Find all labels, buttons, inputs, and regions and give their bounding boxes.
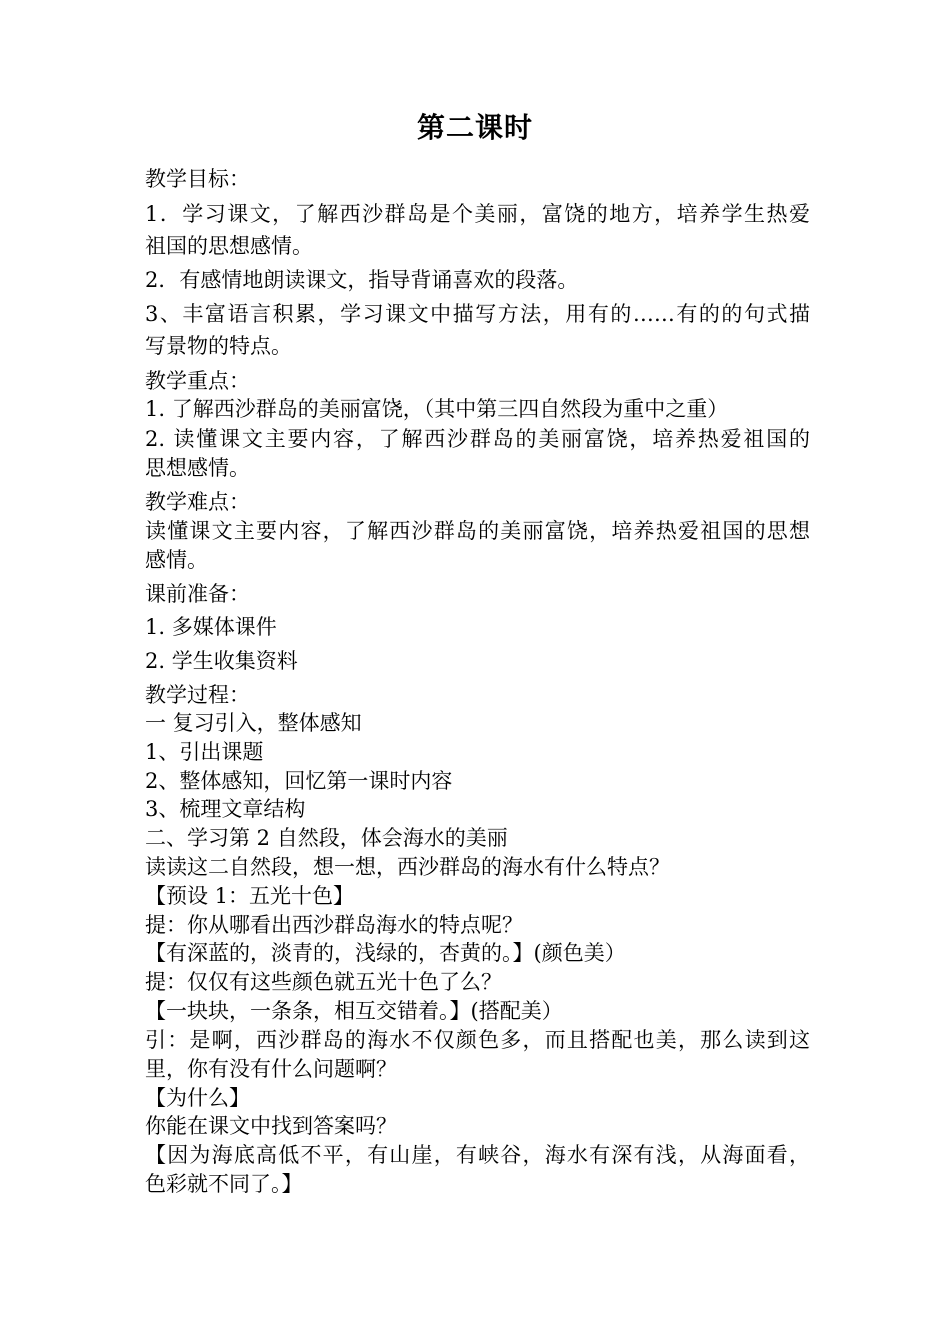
text-line: 感情。: [145, 548, 208, 572]
text-line: 【有深蓝的，淡青的，浅绿的，杏黄的。】(颜色美）: [145, 941, 626, 965]
text-line: 引：是啊，西沙群岛的海水不仅颜色多，而且搭配也美，那么读到这: [145, 1028, 810, 1052]
text-line: 2. 读懂课文主要内容，了解西沙群岛的美丽富饶，培养热爱祖国的: [145, 427, 810, 451]
text-line: 色彩就不同了。】: [145, 1172, 303, 1196]
text-line: 读读这二自然段，想一想，西沙群岛的海水有什么特点？: [145, 855, 670, 879]
text-line: 二、学习第 2 自然段，体会海水的美丽: [145, 826, 508, 850]
text-line: 读懂课文主要内容，了解西沙群岛的美丽富饶，培养热爱祖国的思想: [145, 519, 810, 543]
text-line: 教学重点：: [145, 369, 250, 393]
text-line: 你能在课文中找到答案吗？: [145, 1114, 397, 1138]
text-line: 2．有感情地朗读课文，指导背诵喜欢的段落。: [145, 268, 579, 292]
text-line: 1、引出课题: [145, 740, 264, 764]
text-line: 2. 学生收集资料: [145, 649, 298, 673]
text-line: 【为什么】: [145, 1086, 250, 1110]
text-line: 写景物的特点。: [145, 334, 292, 358]
text-line: 提：仅仅有这些颜色就五光十色了么？: [145, 970, 502, 994]
text-line: 【因为海底高低不平，有山崖，有峡谷，海水有深有浅，从海面看，: [145, 1143, 810, 1167]
page-title: 第二课时: [416, 111, 533, 144]
text-line: 2、整体感知，回忆第一课时内容: [145, 769, 453, 793]
text-line: 教学过程：: [145, 683, 250, 707]
text-line: 教学目标：: [145, 167, 250, 191]
text-line: 【一块块，一条条，相互交错着。】(搭配美）: [145, 999, 563, 1023]
text-line: 思想感情。: [145, 456, 250, 480]
text-line: 祖国的思想感情。: [145, 234, 313, 258]
text-line: 1. 多媒体课件: [145, 615, 277, 639]
text-line: 3、丰富语言积累，学习课文中描写方法，用有的……有的的句式描: [145, 302, 810, 326]
text-line: 3、梳理文章结构: [145, 797, 306, 821]
text-line: 1. 了解西沙群岛的美丽富饶，（其中第三四自然段为重中之重）: [145, 397, 729, 421]
text-line: 提：你从哪看出西沙群岛海水的特点呢？: [145, 913, 523, 937]
text-line: 【预设 1：五光十色】: [145, 884, 355, 908]
text-line: 里，你有没有什么问题啊？: [145, 1057, 397, 1081]
text-line: 教学难点：: [145, 490, 250, 514]
text-line: 1．学习课文，了解西沙群岛是个美丽，富饶的地方，培养学生热爱: [145, 202, 810, 226]
text-line: 一 复习引入，整体感知: [145, 711, 362, 735]
text-line: 课前准备：: [145, 582, 250, 606]
